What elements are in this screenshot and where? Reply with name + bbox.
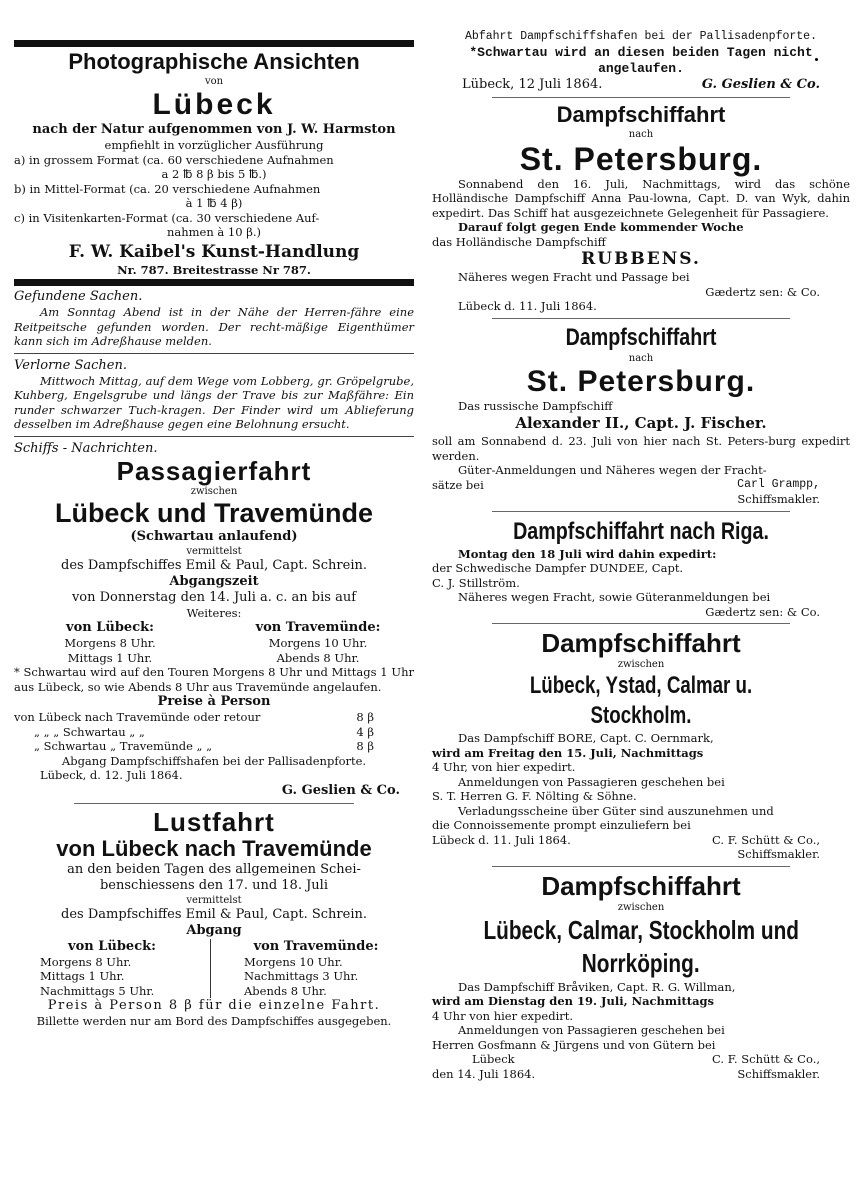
photo-ad-bottom-rule bbox=[14, 279, 414, 286]
lust-schedule bbox=[14, 939, 414, 999]
pass-agent: G. Geslien & Co. bbox=[281, 782, 400, 798]
pass-schedule-travemuende bbox=[222, 620, 414, 665]
photo-ad-a1: a) in grossem Format (ca. 60 verschiedene Aufnahmen bbox=[14, 152, 334, 167]
stock2-between: zwischen bbox=[617, 901, 665, 913]
riga-t4: Näheres wegen Fracht, sowie Güteranmeldungen bei bbox=[458, 590, 771, 604]
stock2-place: Lübeck bbox=[472, 1052, 515, 1066]
stock2-route1-wrap bbox=[432, 914, 850, 947]
pass-ship: des Dampfschiffes Emil & Paul, Capt. Schrein. bbox=[61, 557, 367, 573]
stock1-date: Lübeck d. 11. Juli 1864. bbox=[432, 832, 571, 847]
lust-l-2: Mittags 1 Uhr. bbox=[40, 969, 125, 983]
pass-t2: Abends 8 Uhr. bbox=[276, 650, 360, 665]
pass-l2: Mittags 1 Uhr. bbox=[67, 650, 153, 665]
found-items bbox=[14, 289, 414, 349]
riga-t3: C. J. Stillström. bbox=[432, 575, 520, 590]
lust-l2: benschiessens den 17. und 18. Juli bbox=[99, 877, 328, 893]
pass-title: Passagierfahrt bbox=[116, 455, 312, 486]
pass-route: Lübeck und Travemünde bbox=[54, 497, 374, 528]
stock2-route2-wrap bbox=[432, 947, 850, 980]
pet1-t3: das Holländische Dampfschiff bbox=[432, 234, 606, 249]
photo-ad-city: Lübeck bbox=[152, 88, 276, 121]
stock1-t2: wird am Freitag den 15. Juli, Nachmittags bbox=[432, 745, 704, 760]
stock1-t1: Das Dampfschiff BORE, Capt. C. Oernmark, bbox=[458, 731, 714, 745]
pass-price-2 bbox=[14, 725, 414, 740]
stock2-agent: C. F. Schütt & Co., bbox=[712, 1052, 820, 1066]
left-column bbox=[14, 30, 414, 1029]
lost-items bbox=[14, 358, 414, 432]
lost-rule bbox=[14, 436, 414, 437]
top-agent: G. Geslien & Co. bbox=[701, 76, 820, 92]
stock1-route: Lübeck, Ystad, Calmar u. Stockholm. bbox=[529, 672, 753, 729]
lust-from-travemuende: von Travemünde: bbox=[253, 938, 379, 954]
stockholm-ad-1 bbox=[432, 628, 850, 862]
lust-title: Lustfahrt bbox=[153, 806, 275, 837]
stock1-rule bbox=[492, 866, 790, 867]
photo-ad-b2: à 1 ℔ 4 β) bbox=[185, 196, 243, 210]
lust-price: Preis à Person 8 β für die einzelne Fahrt. bbox=[47, 998, 381, 1013]
riga-title: Dampfschiffahrt nach Riga. bbox=[513, 517, 769, 545]
lust-tickets: Billette werden nur am Bord des Dampfschiffes ausgegeben. bbox=[36, 1014, 392, 1028]
pass-dep-head: Abgangszeit bbox=[169, 573, 259, 589]
found-rule bbox=[14, 353, 414, 354]
photo-ad-line1: nach der Natur aufgenommen von J. W. Harmston bbox=[32, 122, 396, 137]
stock1-route-wrap bbox=[432, 671, 850, 731]
lust-via: vermittelst bbox=[186, 894, 242, 906]
pass-via: vermittelst bbox=[186, 545, 242, 557]
top-footer bbox=[432, 77, 850, 93]
pet2-t4 bbox=[432, 478, 850, 493]
photo-ad-line2: empfiehlt in vorzüglicher Ausführung bbox=[104, 138, 324, 152]
pass-price-3-amount: 8 β bbox=[356, 739, 374, 753]
pet1-rule bbox=[492, 318, 790, 319]
pass-between: zwischen bbox=[190, 485, 238, 497]
lust-l-3: Nachmittags 5 Uhr. bbox=[40, 983, 155, 998]
newspaper-page bbox=[14, 30, 850, 1172]
pet2-t2: soll am Sonnabend d. 23. Juli von hier nach St. Peters-burg expedirt werden. bbox=[432, 434, 850, 463]
pass-price-head: Preise à Person bbox=[157, 694, 271, 709]
pass-schedule bbox=[14, 620, 414, 665]
pass-price-1 bbox=[14, 710, 414, 725]
lost-text: Mittwoch Mittag, auf dem Wege vom Lobberg, gr. Gröpelgrube, Kuhberg, Engelsgrube und längs der Trave bis zur Maßfähre: Ein runder schwarzer Tuch-kragen. Der Finder wird um Ablieferung desselben im Adreßhause gegen eine Belohnung ersucht. bbox=[14, 373, 414, 431]
riga-t1: Montag den 18 Juli wird dahin expedirt: bbox=[458, 546, 717, 561]
pet2-title: Dampfschiffahrt bbox=[565, 323, 717, 351]
pet1-title: Dampfschiffahrt bbox=[556, 101, 726, 127]
lust-t-2: Nachmittags 3 Uhr. bbox=[244, 969, 359, 983]
photo-ad-von: von bbox=[204, 76, 224, 87]
pet1-ship2: RUBBENS. bbox=[581, 249, 701, 269]
stock2-role: Schiffsmakler. bbox=[737, 1066, 820, 1081]
stock1-t6: Verladungsscheine über Güter sind auszunehmen und bbox=[458, 803, 774, 818]
top-rule-right bbox=[492, 97, 790, 98]
stock2-route2: Norrköping. bbox=[582, 947, 700, 978]
pass-price-3 bbox=[14, 739, 414, 754]
photo-ad-b1: b) in Mittel-Format (ca. 20 verschiedene Aufnahmen bbox=[14, 181, 321, 196]
pet2-t3: Güter-Anmeldungen und Näheres wegen der Fracht- bbox=[458, 463, 767, 477]
top-l3: angelaufen. bbox=[598, 60, 684, 76]
riga-t2: der Schwedische Dampfer DUNDEE, Capt. bbox=[432, 561, 684, 575]
pass-price-2-amount: 4 β bbox=[356, 724, 374, 739]
photo-ad-addr: Nr. 787. Breitestrasse Nr 787. bbox=[117, 262, 311, 277]
pass-date: Lübeck, d. 12. Juli 1864. bbox=[40, 768, 183, 782]
right-column bbox=[432, 30, 850, 1081]
pass-rule bbox=[74, 803, 354, 804]
stock1-t3: 4 Uhr, von hier expedirt. bbox=[432, 760, 576, 774]
lust-dep-head: Abgang bbox=[186, 922, 242, 938]
stock1-role: Schiffsmakler. bbox=[737, 847, 820, 861]
pet1-t4: Näheres wegen Fracht und Passage bei bbox=[458, 270, 690, 284]
stock2-t2: wird am Dienstag den 19. Juli, Nachmittags bbox=[432, 994, 715, 1008]
pet2-nach: nach bbox=[628, 352, 654, 364]
pet2-t4-a: sätze bei bbox=[432, 477, 484, 492]
found-text: Am Sonntag Abend ist in der Nähe der Herren-fähre eine Reitpeitsche gefunden worden. Der recht-mäßige Eigenthümer kann sich im Adreßhause melden. bbox=[14, 305, 414, 348]
pet2-t5: Schiffsmakler. bbox=[737, 492, 820, 506]
photo-ad-c2: nahmen à 10 β.) bbox=[166, 225, 262, 239]
excursion-ad bbox=[14, 808, 414, 1029]
stock1-t4: Anmeldungen von Passagieren geschehen bei bbox=[458, 774, 725, 789]
riga-agent: Gædertz sen: & Co. bbox=[705, 604, 820, 619]
pass-from-luebeck: von Lübeck: bbox=[66, 620, 154, 635]
stockholm-ad-2 bbox=[432, 871, 850, 1082]
lust-l-1: Morgens 8 Uhr. bbox=[40, 954, 132, 969]
top-l1: Abfahrt Dampfschiffshafen bei der Pallisadenpforte. bbox=[465, 30, 817, 43]
pet1-t2: Darauf folgt gegen Ende kommender Woche bbox=[458, 220, 744, 234]
petersburg-ad-1 bbox=[432, 102, 850, 314]
pet1-date: Lübeck d. 11. Juli 1864. bbox=[458, 299, 597, 313]
stock1-footer bbox=[432, 833, 850, 848]
pet1-agent: Gædertz sen: & Co. bbox=[705, 284, 820, 299]
lust-l1: an den beiden Tagen des allgemeinen Schei- bbox=[67, 861, 361, 877]
stock1-title: Dampfschiffahrt bbox=[541, 628, 741, 658]
stock2-footer-1 bbox=[432, 1052, 850, 1067]
pass-price-2-route: „ „ „ Schwartau „ „ bbox=[34, 724, 145, 739]
top-date: Lübeck, 12 Juli 1864. bbox=[462, 76, 603, 92]
photo-ad-a2: a 2 ℔ 8 β bis 5 ℔.) bbox=[161, 167, 267, 181]
lust-ship: des Dampfschiffes Emil & Paul, Capt. Schrein. bbox=[61, 906, 367, 922]
stock2-date: den 14. Juli 1864. bbox=[432, 1066, 536, 1081]
pet2-t4-b: Carl Grampp, bbox=[737, 477, 820, 491]
pass-dep-until: Weiteres: bbox=[186, 605, 242, 620]
photo-ad-shop: F. W. Kaibel's Kunst-Handlung bbox=[68, 241, 360, 262]
pass-t1: Morgens 10 Uhr. bbox=[268, 636, 368, 650]
lust-t-3: Abends 8 Uhr. bbox=[244, 983, 327, 998]
photo-ad-c1: c) in Visitenkarten-Format (ca. 30 verschiedene Auf- bbox=[14, 210, 320, 225]
stock1-t7: die Connoissemente prompt einzuliefern bei bbox=[432, 818, 691, 832]
pet1-nach: nach bbox=[628, 128, 654, 140]
riga-ad bbox=[432, 516, 850, 620]
pass-price-1-route: von Lübeck nach Travemünde oder retour bbox=[14, 710, 261, 724]
stock1-agent: C. F. Schütt & Co., bbox=[712, 832, 820, 847]
stock1-between: zwischen bbox=[617, 659, 665, 670]
ship-news-head: Schiffs - Nachrichten. bbox=[14, 440, 158, 456]
pet2-rule bbox=[492, 511, 790, 512]
lust-t-1: Morgens 10 Uhr. bbox=[244, 954, 343, 969]
top-l2: *Schwartau wird an diesen beiden Tagen nicht bbox=[469, 44, 813, 60]
stock2-t3: 4 Uhr von hier expedirt. bbox=[432, 1008, 574, 1023]
pet1-t1: Sonnabend den 16. Juli, Nachmittags, wird das schöne Holländische Dampfschiff Anna Pau-lowna, Capt. D. van Wyk, dahin expedirt. Das Schiff hat ausgezeichnete Gelegenheit für Passagiere. bbox=[432, 176, 850, 220]
stock2-footer-2 bbox=[432, 1067, 850, 1082]
pet1-dest: St. Petersburg. bbox=[519, 140, 763, 177]
stock2-route1: Lübeck, Calmar, Stockholm und bbox=[483, 914, 799, 945]
lust-from-luebeck: von Lübeck: bbox=[68, 938, 156, 954]
top-notice bbox=[432, 30, 850, 93]
lust-schedule-luebeck bbox=[14, 939, 211, 999]
pet2-ship: Alexander II., Capt. J. Fischer. bbox=[515, 414, 767, 432]
found-head: Gefundene Sachen. bbox=[14, 289, 143, 304]
pet2-title-wrap bbox=[432, 323, 850, 352]
pass-dep-from: von Donnerstag den 14. Juli a. c. an bis auf bbox=[71, 589, 357, 605]
pet2-t1: Das russische Dampfschiff bbox=[458, 398, 613, 413]
riga-title-wrap bbox=[432, 516, 850, 547]
lust-schedule-travemuende bbox=[218, 939, 414, 999]
photo-ad-title: Photographische Ansichten bbox=[68, 49, 360, 74]
pass-sub: (Schwartau anlaufend) bbox=[130, 528, 298, 544]
pet2-dest: St. Petersburg. bbox=[526, 364, 756, 398]
pass-note: * Schwartau wird auf den Touren Morgens 8 Uhr und Mittags 1 Uhr aus Lübeck, so wie Abends 8 Uhr aus Travemünde angelaufen. bbox=[14, 665, 414, 694]
pass-price-3-route: „ Schwartau „ Travemünde „ „ bbox=[34, 739, 213, 753]
lust-route: von Lübeck nach Travemünde bbox=[56, 835, 372, 861]
passenger-ad bbox=[14, 457, 414, 799]
photo-ad bbox=[14, 49, 414, 277]
pass-l1: Morgens 8 Uhr. bbox=[64, 636, 156, 650]
pass-from-travemuende: von Travemünde: bbox=[255, 620, 381, 635]
top-rule bbox=[14, 40, 414, 47]
pass-dock: Abgang Dampfschiffshafen bei der Pallisadenpforte. bbox=[61, 753, 367, 768]
lost-head: Verlorne Sachen. bbox=[14, 357, 128, 373]
riga-rule bbox=[492, 623, 790, 624]
stock2-t4: Anmeldungen von Passagieren geschehen bei bbox=[458, 1023, 725, 1037]
stock2-t1: Das Dampfschiff Bråviken, Capt. R. G. Willman, bbox=[458, 979, 736, 994]
pass-price-1-amount: 8 β bbox=[356, 710, 374, 724]
stock2-t5: Herren Gosfmann & Jürgens und von Gütern bei bbox=[432, 1037, 716, 1052]
stock2-title: Dampfschiffahrt bbox=[541, 870, 741, 901]
stock1-t5: S. T. Herren G. F. Nölting & Söhne. bbox=[432, 789, 637, 803]
pass-schedule-luebeck bbox=[14, 620, 206, 665]
petersburg-ad-2 bbox=[432, 323, 850, 507]
